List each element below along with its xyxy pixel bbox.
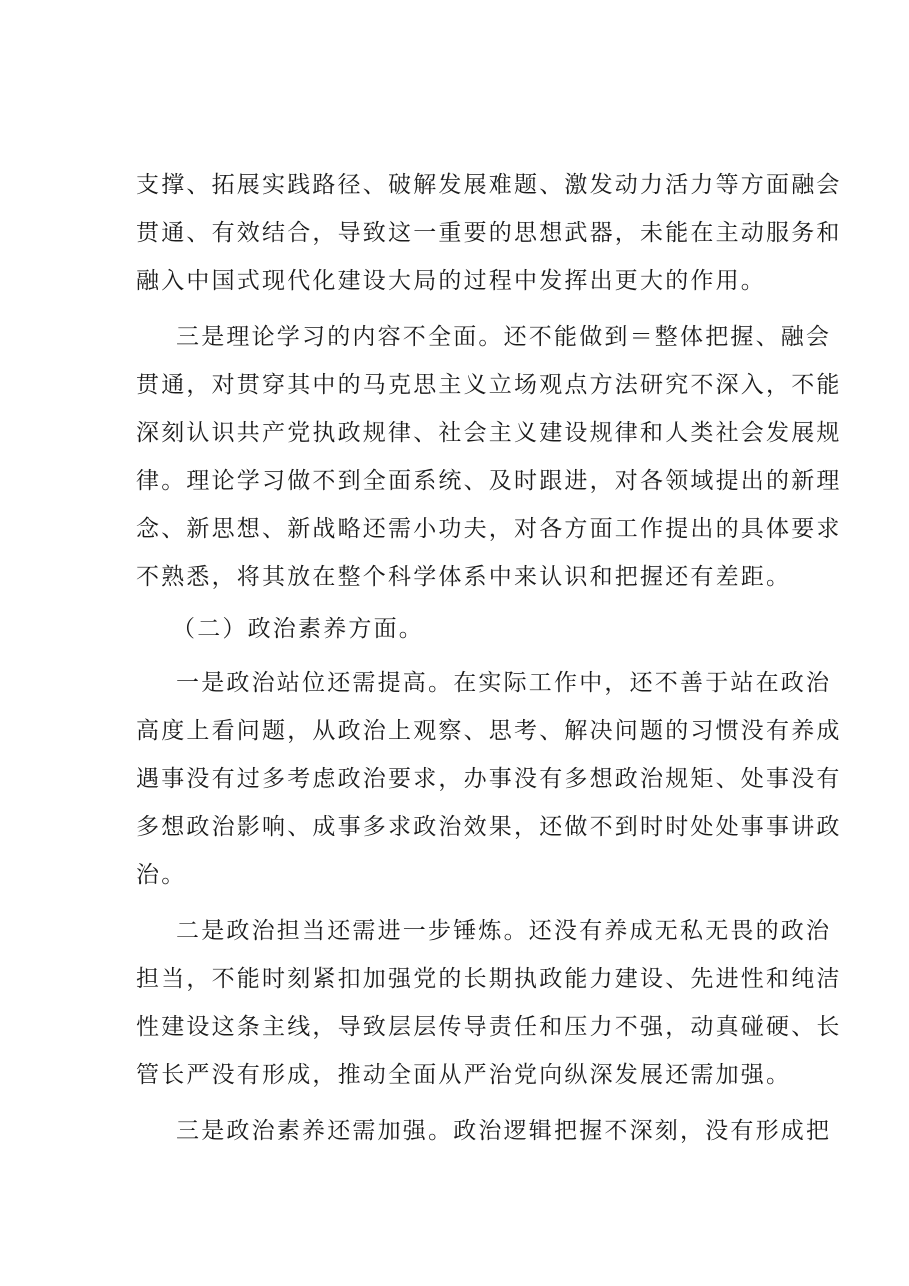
text-line-18: 性建设这条主线，导致层层传导责任和压力不强，动真碰硬、长 xyxy=(136,1014,842,1040)
text-line-4: 三是理论学习的内容不全面。还不能做到＝整体把握、融会 xyxy=(176,324,832,350)
text-line-14: 多想政治影响、成事多求政治效果，还做不到时时处处事事讲政 xyxy=(136,814,842,840)
text-line-20: 三是政治素养还需加强。政治逻辑把握不深刻，没有形成把 xyxy=(176,1118,832,1144)
text-line-3: 融入中国式现代化建设大局的过程中发挥出更大的作用。 xyxy=(136,268,766,294)
text-line-1: 支撑、拓展实践路径、破解发展难题、激发动力活力等方面融会 xyxy=(136,172,842,198)
text-line-12: 高度上看问题，从政治上观察、思考、解决问题的习惯没有养成 xyxy=(136,718,842,744)
text-line-16: 二是政治担当还需进一步锤炼。还没有养成无私无畏的政治 xyxy=(176,918,832,944)
text-line-6: 深刻认识共产党执政规律、社会主义建设规律和人类社会发展规 xyxy=(136,420,842,446)
text-line-8: 念、新思想、新战略还需小功夫，对各方面工作提出的具体要求 xyxy=(136,516,842,542)
text-line-11: 一是政治站位还需提高。在实际工作中，还不善于站在政治 xyxy=(176,670,832,696)
text-line-19: 管长严没有形成，推动全面从严治党向纵深发展还需加强。 xyxy=(136,1062,792,1088)
text-line-5: 贯通，对贯穿其中的马克思主义立场观点方法研究不深入，不能 xyxy=(136,372,842,398)
text-line-7: 律。理论学习做不到全面系统、及时跟进，对各领域提出的新理 xyxy=(136,468,842,494)
text-line-2: 贯通、有效结合，导致这一重要的思想武器，未能在主动服务和 xyxy=(136,220,842,246)
section-heading: （二）政治素养方面。 xyxy=(172,616,424,642)
text-line-15: 治。 xyxy=(136,862,187,888)
text-line-17: 担当，不能时刻紧扣加强党的长期执政能力建设、先进性和纯洁 xyxy=(136,966,842,992)
text-line-13: 遇事没有过多考虑政治要求，办事没有多想政治规矩、处事没有 xyxy=(136,766,842,792)
text-line-9: 不熟悉，将其放在整个科学体系中来认识和把握还有差距。 xyxy=(136,564,792,590)
